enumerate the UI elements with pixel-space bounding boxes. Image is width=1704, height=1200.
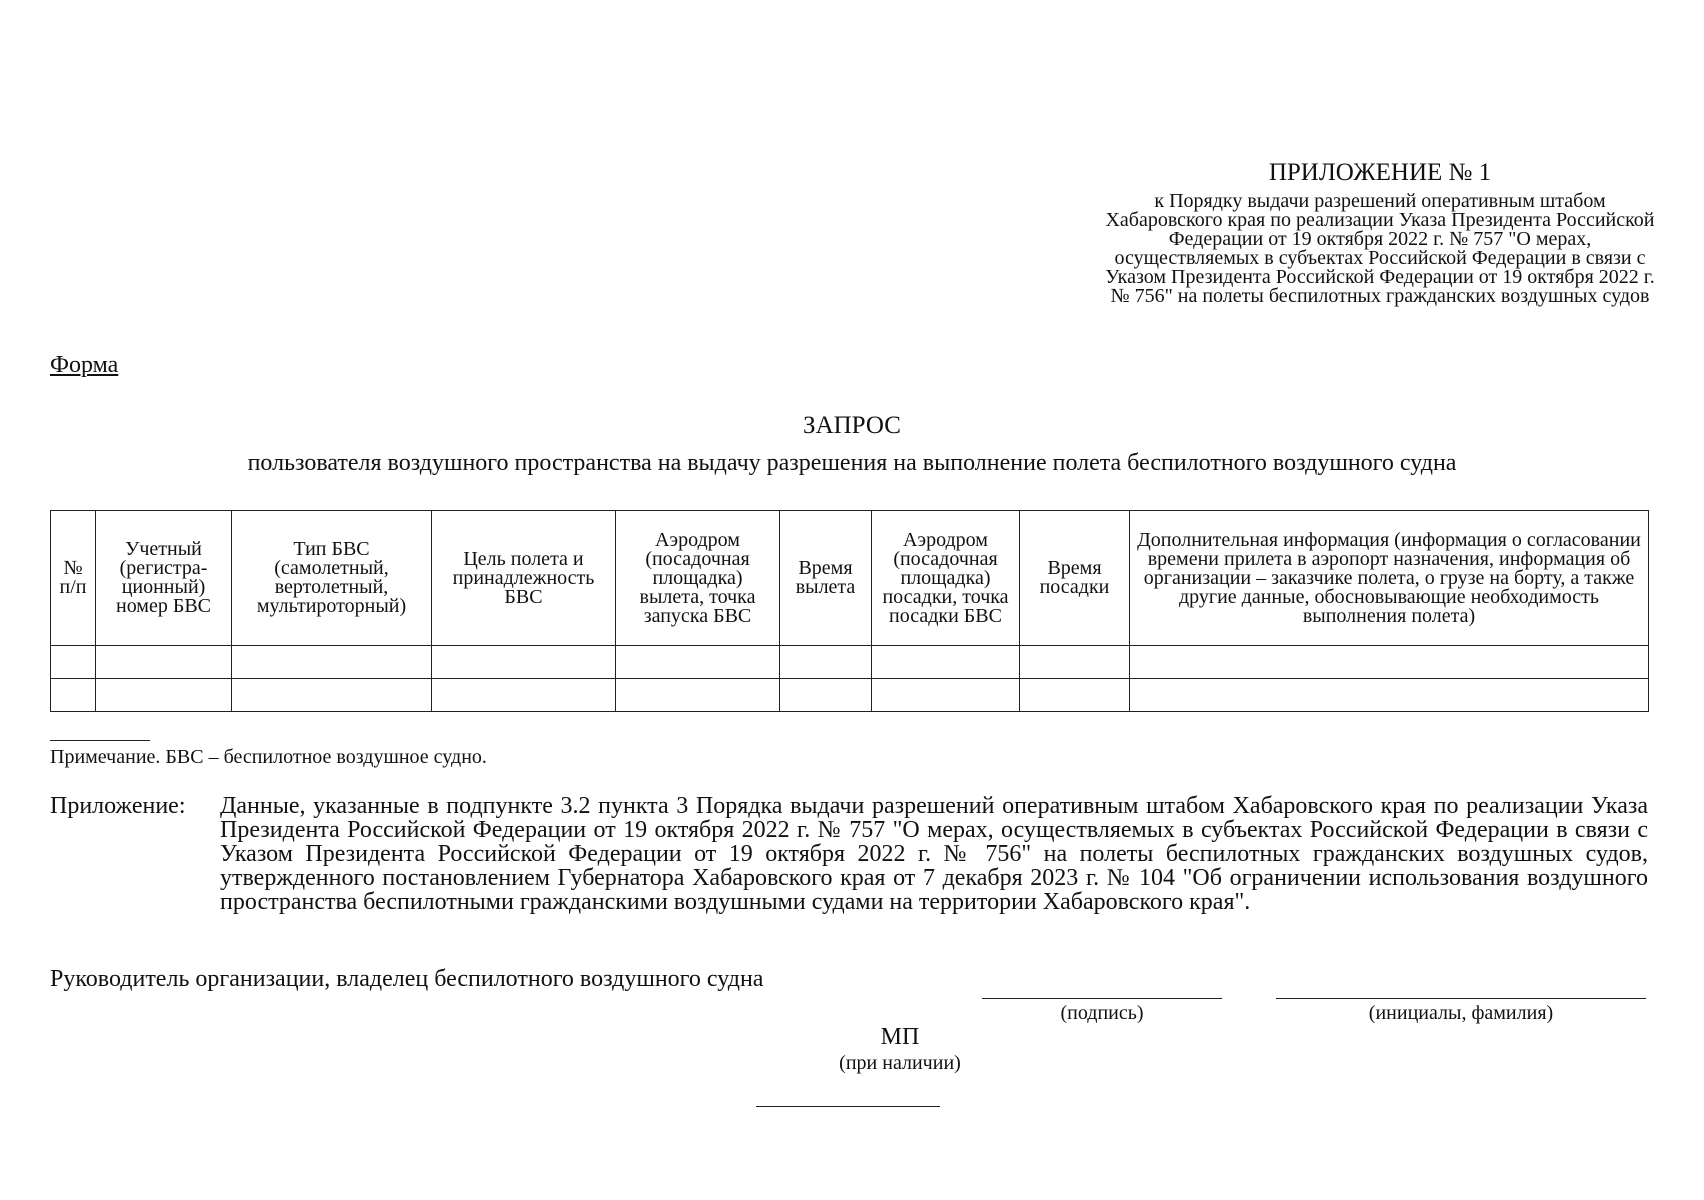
request-subtitle: пользователя воздушного пространства на выдачу разрешения на выполнение полета беспилотного воздушного судна [247, 450, 1457, 476]
col-header-type: Тип БВС (самолетный, вертолетный, мультироторный) [232, 511, 432, 646]
table-row [51, 646, 1649, 679]
table-cell [232, 646, 432, 679]
appendix-reference: к Порядку выдачи разрешений оперативным штабом Хабаровского края по реализации Указа Президента Российской Федерации от 19 октября 2022 г. № 757 "О мерах, осуществляемых в субъектах Российской Федерации в связи с Указом Президента Российской Федерации от 19 октября 2022 г. № 756" на полеты беспилотных гражданских воздушных судов [1105, 190, 1655, 307]
form-label: Форма [50, 352, 119, 378]
table-cell [1020, 646, 1130, 679]
footnote-divider [50, 740, 150, 741]
table-row [51, 679, 1649, 712]
attachment-text: Данные, указанные в подпункте 3.2 пункта 3 Порядка выдачи разрешений оперативным штабом Хабаровского края по реализации Указа Президента Российской Федерации от 19 октября 2022 г. № 757 "О мерах, осуществляемых в субъектах Российской Федерации в связи с Указом Президента Российской Федерации от 19 октября 2022 г. № 756" на полеты беспилотных гражданских воздушных судов, утвержденного постановлением Губернатора Хабаровского края от 7 декабря 2023 г. № 104 "Об ограничении использования воздушного пространства беспилотными гражданскими воздушными судами на территории Хабаровского края". [220, 793, 1648, 915]
col-header-landing-aerodrome: Аэродром (посадочная площадка) посадки, точка посадки БВС [872, 511, 1020, 646]
name-caption: (инициалы, фамилия) [1368, 1002, 1554, 1024]
note-text: Примечание. БВС – беспилотное воздушное судно. [50, 746, 487, 768]
stamp-note: (при наличии) [839, 1052, 961, 1074]
col-header-landing-time: Время посадки [1020, 511, 1130, 646]
appendix-heading: ПРИЛОЖЕНИЕ № 1 [1268, 159, 1492, 186]
col-header-registration: Учетный (регистра-ционный) номер БВС [96, 511, 232, 646]
table-header-row [51, 511, 1649, 646]
date-line [756, 1106, 940, 1107]
attachment-label: Приложение: [50, 793, 186, 819]
table-cell [432, 646, 616, 679]
signature-caption: (подпись) [1060, 1002, 1144, 1024]
table-cell [432, 679, 616, 712]
table-cell [616, 679, 780, 712]
table-cell [780, 679, 872, 712]
table-cell [1130, 679, 1649, 712]
table-cell [51, 679, 96, 712]
col-header-departure-aerodrome: Аэродром (посадочная площадка) вылета, точка запуска БВС [616, 511, 780, 646]
table-cell [51, 646, 96, 679]
table-cell [232, 679, 432, 712]
signer-title: Руководитель организации, владелец беспилотного воздушного судна [50, 966, 764, 992]
request-title: ЗАПРОС [803, 412, 901, 439]
name-line [1276, 998, 1646, 999]
col-header-departure-time: Время вылета [780, 511, 872, 646]
table-cell [780, 646, 872, 679]
stamp-label: МП [880, 1024, 920, 1050]
col-header-additional-info: Дополнительная информация (информация о согласовании времени прилета в аэропорт назначения, информация об организации – заказчике полета, о грузе на борту, а также другие данные, обосновывающие необходимость выполнения полета) [1130, 511, 1649, 646]
table-cell [872, 679, 1020, 712]
col-header-purpose: Цель полета и принадлежность БВС [432, 511, 616, 646]
request-table [50, 510, 1649, 712]
table-cell [96, 646, 232, 679]
table-cell [1130, 646, 1649, 679]
signature-line [982, 998, 1222, 999]
table-cell [616, 646, 780, 679]
col-header-number: № п/п [51, 511, 96, 646]
table-cell [1020, 679, 1130, 712]
table-cell [872, 646, 1020, 679]
table-cell [96, 679, 232, 712]
